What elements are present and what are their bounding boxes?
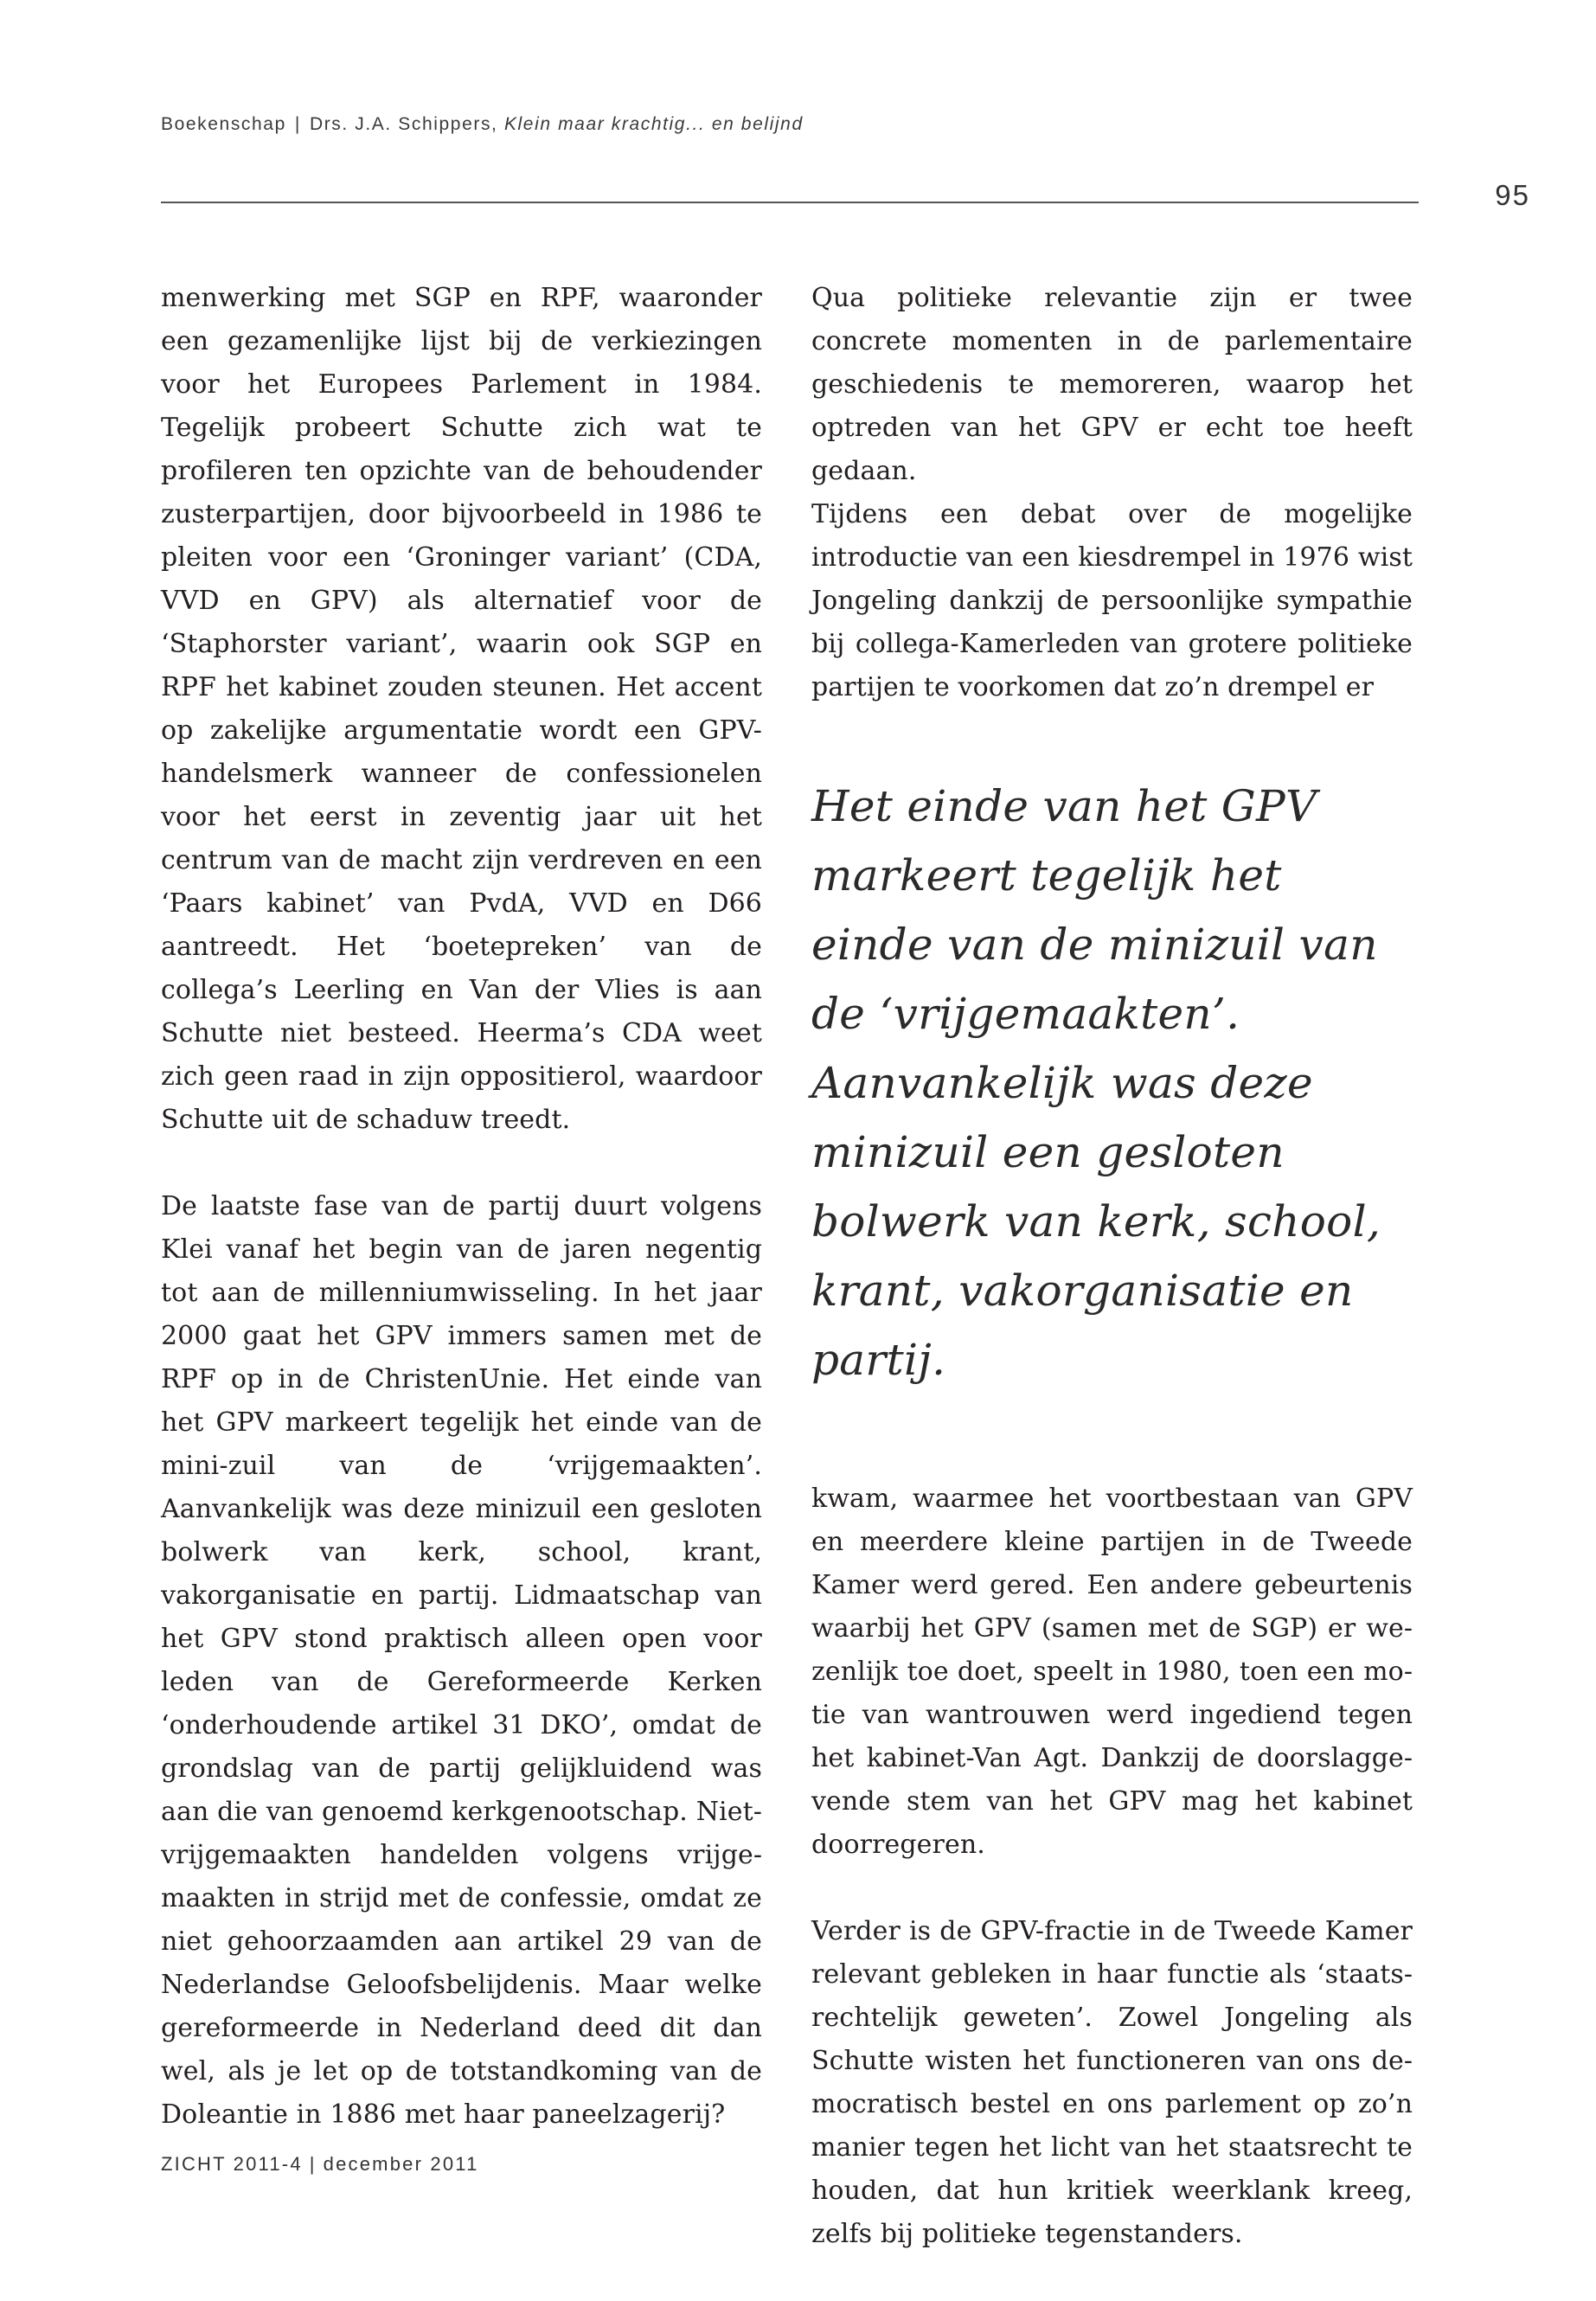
right-column [811,277,1413,2256]
left-paragraph-1: menwerking met SGP en RPF, waaronder een gezamenlijke lijst bij de verkiezingen voor het Europees Parlement in 1984. Tegelijk probeert Schutte zich wat te profileren ten opzichte van de behoudender zusterpartijen, door bijvoorbeeld in 1986 te pleiten voor een ‘Groninger variant’ (CDA, VVD en GPV) als alternatief voor de ‘Staphorster variant’, waarin ook SGP en RPF het kabinet zouden steunen. Het accent op zakelijke argumentatie wordt een GPV-handelsmerk wanneer de confessionelen voor het eerst in zeventig jaar uit het centrum van de macht zijn verdreven en een ‘Paars kabinet’ van PvdA, VVD en D66 aantreedt. Het ‘boetepreken’ van de collega’s Leerling en Van der Vlies is aan Schutte niet besteed. Heerma’s CDA weet zich geen raad in zijn oppositierol, waardoor Schutte uit de schaduw treedt. [161,283,762,1135]
left-paragraph-2: De laatste fase van de partij duurt volgens Klei vanaf het begin van de jaren negentig tot aan de millenniumwisseling. In het jaar 2000 gaat het GPV immers samen met de RPF op in de ChristenUnie. Het einde van het GPV markeert tegelijk het einde van de mini-zuil van de ‘vrijgemaakten’. Aanvankelijk was deze minizuil een gesloten bolwerk van kerk, school, krant, vakorganisatie en partij. Lidmaatschap van het GPV stond praktisch alleen open voor leden van de Gereformeerde Kerken ‘onderhoudende artikel 31 DKO’, omdat de grondslag van de partij gelijkluidend was aan die van genoemd kerkgenootschap. Niet-vrijgemaakten handelden volgens vrijgemaakten in strijd met de confessie, omdat ze niet gehoorzaamden aan artikel 29 van de Nederlandse Geloofsbelijdenis. Maar welke gereformeerde in Nederland deed dit dan wel, als je let op de totstandkoming van de Doleantie in 1886 met haar paneelzagerij? [161,1191,762,2130]
pull-quote: Het einde van het GPV markeert tegelijk het einde van de minizuil van de ‘vrijgemaakten’. Aanvankelijk was deze minizuil een gesloten bolwerk van kerk, school, krant, vakorganisatie en partij. [811,781,1381,1385]
page-number: 95 [1495,179,1530,211]
footer-separator: | [309,2153,317,2175]
right-paragraph-1: Qua politieke relevantie zijn er twee concrete momenten in de parlementaire geschiedenis te memoreren, waarop het optreden van het GPV er echt toe heeft gedaan. [811,283,1413,486]
right-paragraph-4: Verder is de GPV-fractie in de Tweede Kamer relevant gebleken in haar functie als ‘staatsrechtelijk geweten’. Zowel Jongeling als Schutte wisten het functioneren van ons democratisch bestel en ons parlement op zo’n manier tegen het licht van het staatsrecht te houden, dat hun kritiek weerklank kreeg, zelfs bij politieke tegenstanders. [811,1916,1413,2249]
header-book-title: Klein maar krachtig... en belijnd [503,114,804,134]
left-column [161,277,762,2137]
right-paragraph-3: kwam, waarmee het voortbestaan van GPV en meerdere kleine partijen in de Tweede Kamer werd gered. Een andere gebeurtenis waarbij het GPV (samen met de SGP) er wezenlijk toe doet, speelt in 1980, toen een motie van wantrouwen werd ingediend tegen het kabinet-Van Agt. Dankzij de doorslaggevende stem van het GPV mag het kabinet doorregeren. [811,1484,1413,1860]
right-paragraph-2: Tijdens een debat over de mogelijke introductie van een kiesdrempel in 1976 wist Jongeling dankzij de persoonlijke sympathie bij collega-Kamerleden van grotere politieke partijen te voorkomen dat zo’n drempel er [811,499,1413,702]
header-rule [161,202,1419,203]
footer-date: december 2011 [323,2153,479,2175]
header-separator: | [294,114,301,134]
footer-journal: ZICHT 2011-4 [161,2153,303,2175]
header-author: Drs. J.A. Schippers, [309,114,498,134]
running-header [161,114,1424,135]
header-section: Boekenschap [161,114,286,134]
running-footer [161,2153,479,2176]
paragraph-spacer [161,1142,762,1185]
paragraph-spacer [811,1867,1413,1910]
